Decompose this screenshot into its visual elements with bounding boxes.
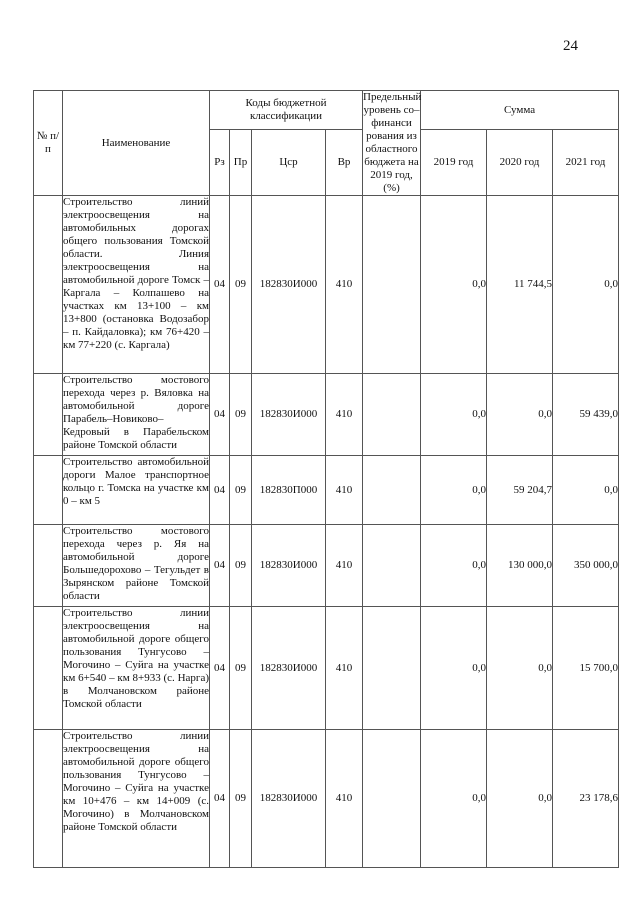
row-2021: 23 178,6 — [553, 730, 619, 868]
row-2019: 0,0 — [421, 525, 487, 607]
row-name: Строительство мостового перехода через р. Яя на автомобильной дороге Большедорохово – Тегульдет в Зырянском районе Томской области — [63, 525, 210, 607]
row-name: Строительство линий электроосвещения на автомобильных дорогах общего пользования Томской области. Линия электроосвещения на автомобильной дороге Томск – Каргала – Колпашево на участках км 13+100 – км 13+800 (остановка Водозабор – п. Кайдаловка); км 76+420 – км 77+220 (с. Каргала) — [63, 196, 210, 374]
row-limit — [363, 730, 421, 868]
header-2021: 2021 год — [553, 130, 619, 196]
row-pr: 09 — [230, 374, 252, 456]
row-pr: 09 — [230, 456, 252, 525]
row-pr: 09 — [230, 607, 252, 730]
row-name: Строительство автомобильной дороги Малое транспортное кольцо г. Томска на участке км 0 – км 5 — [63, 456, 210, 525]
header-codes-group: Коды бюджетной классификации — [210, 91, 363, 130]
row-2019: 0,0 — [421, 456, 487, 525]
table-row — [34, 374, 619, 456]
row-csr: 182830И000 — [252, 196, 326, 374]
row-name: Строительство линии электроосвещения на автомобильной дороге общего пользования Тунгусово – Могочино – Суйга на участке км 6+540 – км 8+933 (с. Нарга) в Молчановском районе Томской области — [63, 607, 210, 730]
row-2019: 0,0 — [421, 374, 487, 456]
row-2020: 59 204,7 — [487, 456, 553, 525]
table-row — [34, 456, 619, 525]
row-vr: 410 — [326, 730, 363, 868]
row-num — [34, 525, 63, 607]
row-limit — [363, 607, 421, 730]
table-header — [34, 91, 619, 196]
row-2020: 0,0 — [487, 374, 553, 456]
row-vr: 410 — [326, 196, 363, 374]
row-rz: 04 — [210, 730, 230, 868]
row-vr: 410 — [326, 525, 363, 607]
row-num — [34, 730, 63, 868]
row-num — [34, 607, 63, 730]
header-sum-group: Сумма — [421, 91, 619, 130]
row-limit — [363, 196, 421, 374]
header-rz: Рз — [210, 130, 230, 196]
row-rz: 04 — [210, 374, 230, 456]
row-2021: 0,0 — [553, 196, 619, 374]
header-pr: Пр — [230, 130, 252, 196]
row-pr: 09 — [230, 196, 252, 374]
row-rz: 04 — [210, 607, 230, 730]
row-pr: 09 — [230, 730, 252, 868]
row-limit — [363, 525, 421, 607]
row-vr: 410 — [326, 374, 363, 456]
table-row — [34, 607, 619, 730]
row-csr: 182830И000 — [252, 607, 326, 730]
row-pr: 09 — [230, 525, 252, 607]
row-limit — [363, 374, 421, 456]
row-csr: 182830И000 — [252, 374, 326, 456]
table-row — [34, 525, 619, 607]
row-num — [34, 456, 63, 525]
header-csr: Цср — [252, 130, 326, 196]
row-name: Строительство мостового перехода через р. Вяловка на автомобильной дороге Парабель–Новиково–Кедровый в Парабельском районе Томской области — [63, 374, 210, 456]
row-2020: 0,0 — [487, 730, 553, 868]
row-2021: 350 000,0 — [553, 525, 619, 607]
header-limit: Предельный уровень со–финанси рования из областного бюджета на 2019 год, (%) — [363, 91, 422, 194]
page-number: 24 — [563, 38, 578, 54]
row-limit — [363, 456, 421, 525]
table-row — [34, 196, 619, 374]
row-2019: 0,0 — [421, 730, 487, 868]
row-rz: 04 — [210, 196, 230, 374]
row-csr: 182830И000 — [252, 525, 326, 607]
row-vr: 410 — [326, 456, 363, 525]
header-2020: 2020 год — [487, 130, 553, 196]
row-num — [34, 196, 63, 374]
row-2020: 130 000,0 — [487, 525, 553, 607]
table-row — [34, 730, 619, 868]
row-2020: 0,0 — [487, 607, 553, 730]
row-2021: 15 700,0 — [553, 607, 619, 730]
row-2020: 11 744,5 — [487, 196, 553, 374]
row-rz: 04 — [210, 456, 230, 525]
row-2019: 0,0 — [421, 607, 487, 730]
row-rz: 04 — [210, 525, 230, 607]
row-2021: 59 439,0 — [553, 374, 619, 456]
header-name: Наименование — [63, 91, 210, 196]
header-vr: Вр — [326, 130, 363, 196]
row-csr: 182830П000 — [252, 456, 326, 525]
row-2021: 0,0 — [553, 456, 619, 525]
row-num — [34, 374, 63, 456]
header-num: № п/п — [34, 91, 63, 196]
budget-table — [33, 90, 619, 868]
row-csr: 182830И000 — [252, 730, 326, 868]
row-name: Строительство линии электроосвещения на автомобильной дороге общего пользования Тунгусово – Могочино – Суйга на участке км 10+476 – км 14+009 (с. Могочино) в Молчановском районе Томской области — [63, 730, 210, 868]
header-2019: 2019 год — [421, 130, 487, 196]
row-2019: 0,0 — [421, 196, 487, 374]
row-vr: 410 — [326, 607, 363, 730]
